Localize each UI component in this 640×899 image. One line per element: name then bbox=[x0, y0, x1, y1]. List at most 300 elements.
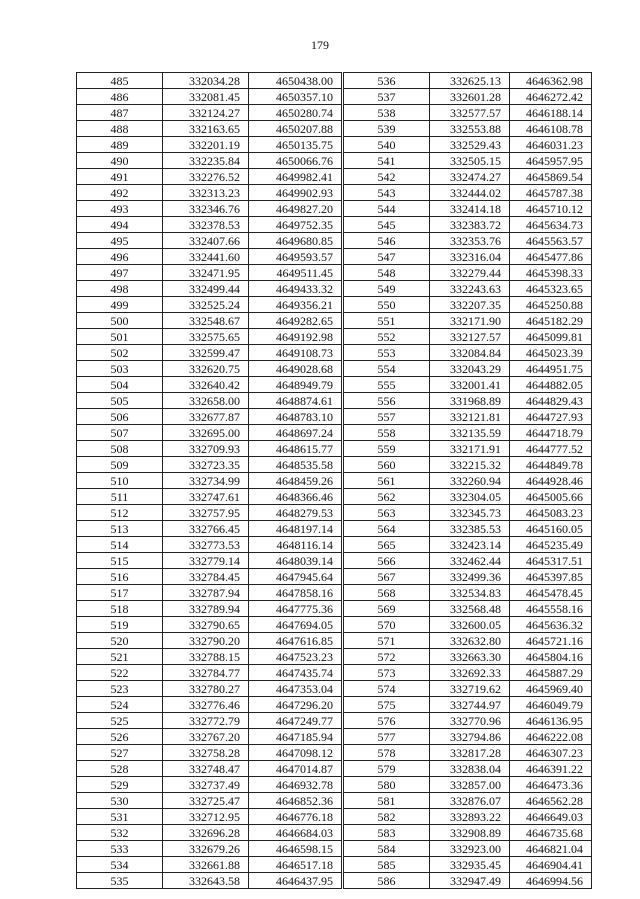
table-row bbox=[77, 729, 342, 745]
point-number-cell: 499 bbox=[77, 297, 163, 313]
point-number-cell: 500 bbox=[77, 313, 163, 329]
point-number-cell: 553 bbox=[344, 345, 430, 361]
table-row bbox=[344, 793, 592, 809]
point-number-cell: 502 bbox=[77, 345, 163, 361]
table-row bbox=[77, 393, 342, 409]
x-coordinate-cell: 332171.90 bbox=[430, 313, 510, 329]
x-coordinate-cell: 332838.04 bbox=[430, 761, 510, 777]
table-row bbox=[344, 521, 592, 537]
y-coordinate-cell: 4646562.28 bbox=[510, 793, 592, 809]
x-coordinate-cell: 332679.26 bbox=[163, 841, 249, 857]
point-number-cell: 503 bbox=[77, 361, 163, 377]
y-coordinate-cell: 4645235.49 bbox=[510, 537, 592, 553]
point-number-cell: 526 bbox=[77, 729, 163, 745]
y-coordinate-cell: 4646473.36 bbox=[510, 777, 592, 793]
table-row bbox=[77, 409, 342, 425]
table-row bbox=[344, 441, 592, 457]
y-coordinate-cell: 4645563.57 bbox=[510, 233, 592, 249]
x-coordinate-cell: 332163.65 bbox=[163, 121, 249, 137]
table-row bbox=[344, 697, 592, 713]
x-coordinate-cell: 332215.32 bbox=[430, 457, 510, 473]
x-coordinate-cell: 332779.14 bbox=[163, 553, 249, 569]
y-coordinate-cell: 4645957.95 bbox=[510, 153, 592, 169]
point-number-cell: 571 bbox=[344, 633, 430, 649]
y-coordinate-cell: 4649192.98 bbox=[249, 329, 342, 345]
point-number-cell: 552 bbox=[344, 329, 430, 345]
point-number-cell: 494 bbox=[77, 217, 163, 233]
y-coordinate-cell: 4649827.20 bbox=[249, 201, 342, 217]
x-coordinate-cell: 332548.67 bbox=[163, 313, 249, 329]
y-coordinate-cell: 4644727.93 bbox=[510, 409, 592, 425]
point-number-cell: 544 bbox=[344, 201, 430, 217]
y-coordinate-cell: 4647185.94 bbox=[249, 729, 342, 745]
x-coordinate-cell: 332346.76 bbox=[163, 201, 249, 217]
point-number-cell: 540 bbox=[344, 137, 430, 153]
x-coordinate-cell: 332696.28 bbox=[163, 825, 249, 841]
y-coordinate-cell: 4647775.36 bbox=[249, 601, 342, 617]
y-coordinate-cell: 4644951.75 bbox=[510, 361, 592, 377]
y-coordinate-cell: 4649433.32 bbox=[249, 281, 342, 297]
y-coordinate-cell: 4646932.78 bbox=[249, 777, 342, 793]
page-number: 179 bbox=[311, 38, 329, 52]
point-number-cell: 583 bbox=[344, 825, 430, 841]
table-row bbox=[344, 601, 592, 617]
y-coordinate-cell: 4645636.32 bbox=[510, 617, 592, 633]
x-coordinate-cell: 332235.84 bbox=[163, 153, 249, 169]
point-number-cell: 554 bbox=[344, 361, 430, 377]
x-coordinate-cell: 332748.47 bbox=[163, 761, 249, 777]
y-coordinate-cell: 4650066.76 bbox=[249, 153, 342, 169]
x-coordinate-cell: 332316.04 bbox=[430, 249, 510, 265]
table-row bbox=[344, 457, 592, 473]
x-coordinate-cell: 332923.00 bbox=[430, 841, 510, 857]
table-row bbox=[344, 553, 592, 569]
table-row bbox=[77, 377, 342, 393]
table-row bbox=[344, 361, 592, 377]
point-number-cell: 515 bbox=[77, 553, 163, 569]
y-coordinate-cell: 4646904.41 bbox=[510, 857, 592, 873]
table-row bbox=[77, 697, 342, 713]
table-row bbox=[344, 73, 592, 89]
table-row bbox=[77, 313, 342, 329]
point-number-cell: 578 bbox=[344, 745, 430, 761]
point-number-cell: 505 bbox=[77, 393, 163, 409]
point-number-cell: 546 bbox=[344, 233, 430, 249]
y-coordinate-cell: 4646108.78 bbox=[510, 121, 592, 137]
point-number-cell: 529 bbox=[77, 777, 163, 793]
x-coordinate-cell: 332081.45 bbox=[163, 89, 249, 105]
x-coordinate-cell: 332643.58 bbox=[163, 873, 249, 889]
x-coordinate-cell: 332345.73 bbox=[430, 505, 510, 521]
x-coordinate-cell: 332789.94 bbox=[163, 601, 249, 617]
table-row bbox=[344, 649, 592, 665]
y-coordinate-cell: 4647249.77 bbox=[249, 713, 342, 729]
y-coordinate-cell: 4645969.40 bbox=[510, 681, 592, 697]
point-number-cell: 492 bbox=[77, 185, 163, 201]
y-coordinate-cell: 4648116.14 bbox=[249, 537, 342, 553]
table-row bbox=[77, 873, 342, 889]
table-row bbox=[77, 473, 342, 489]
table-row bbox=[77, 553, 342, 569]
table-row bbox=[77, 521, 342, 537]
table-row bbox=[77, 617, 342, 633]
table-row bbox=[344, 713, 592, 729]
x-coordinate-cell: 332575.65 bbox=[163, 329, 249, 345]
x-coordinate-cell: 332908.89 bbox=[430, 825, 510, 841]
point-number-cell: 512 bbox=[77, 505, 163, 521]
y-coordinate-cell: 4645005.66 bbox=[510, 489, 592, 505]
table-row bbox=[344, 809, 592, 825]
point-number-cell: 517 bbox=[77, 585, 163, 601]
table-row bbox=[77, 713, 342, 729]
y-coordinate-cell: 4646852.36 bbox=[249, 793, 342, 809]
y-coordinate-cell: 4645398.33 bbox=[510, 265, 592, 281]
point-number-cell: 498 bbox=[77, 281, 163, 297]
table-row bbox=[77, 153, 342, 169]
point-number-cell: 551 bbox=[344, 313, 430, 329]
point-number-cell: 514 bbox=[77, 537, 163, 553]
x-coordinate-cell: 332276.52 bbox=[163, 169, 249, 185]
y-coordinate-cell: 4646272.42 bbox=[510, 89, 592, 105]
point-number-cell: 548 bbox=[344, 265, 430, 281]
x-coordinate-cell: 332725.47 bbox=[163, 793, 249, 809]
x-coordinate-cell: 332414.18 bbox=[430, 201, 510, 217]
table-row bbox=[344, 121, 592, 137]
y-coordinate-cell: 4649902.93 bbox=[249, 185, 342, 201]
y-coordinate-cell: 4645397.85 bbox=[510, 569, 592, 585]
x-coordinate-cell: 332935.45 bbox=[430, 857, 510, 873]
table-row bbox=[344, 585, 592, 601]
table-row bbox=[77, 569, 342, 585]
table-row bbox=[344, 569, 592, 585]
x-coordinate-cell: 332640.42 bbox=[163, 377, 249, 393]
point-number-cell: 522 bbox=[77, 665, 163, 681]
y-coordinate-cell: 4649282.65 bbox=[249, 313, 342, 329]
table-row bbox=[344, 217, 592, 233]
point-number-cell: 565 bbox=[344, 537, 430, 553]
point-number-cell: 539 bbox=[344, 121, 430, 137]
y-coordinate-cell: 4647296.20 bbox=[249, 697, 342, 713]
point-number-cell: 577 bbox=[344, 729, 430, 745]
table-row bbox=[344, 153, 592, 169]
y-coordinate-cell: 4644849.78 bbox=[510, 457, 592, 473]
y-coordinate-cell: 4644928.46 bbox=[510, 473, 592, 489]
y-coordinate-cell: 4649752.35 bbox=[249, 217, 342, 233]
x-coordinate-cell: 332207.35 bbox=[430, 297, 510, 313]
table-row bbox=[344, 89, 592, 105]
x-coordinate-cell: 332260.94 bbox=[430, 473, 510, 489]
table-row bbox=[344, 137, 592, 153]
x-coordinate-cell: 332788.15 bbox=[163, 649, 249, 665]
x-coordinate-cell: 332553.88 bbox=[430, 121, 510, 137]
table-row bbox=[344, 617, 592, 633]
y-coordinate-cell: 4647435.74 bbox=[249, 665, 342, 681]
y-coordinate-cell: 4647353.04 bbox=[249, 681, 342, 697]
y-coordinate-cell: 4648197.14 bbox=[249, 521, 342, 537]
point-number-cell: 570 bbox=[344, 617, 430, 633]
table-row bbox=[77, 233, 342, 249]
x-coordinate-cell: 332719.62 bbox=[430, 681, 510, 697]
point-number-cell: 519 bbox=[77, 617, 163, 633]
table-row bbox=[77, 425, 342, 441]
y-coordinate-cell: 4645477.86 bbox=[510, 249, 592, 265]
y-coordinate-cell: 4645250.88 bbox=[510, 297, 592, 313]
table-row bbox=[344, 745, 592, 761]
point-number-cell: 566 bbox=[344, 553, 430, 569]
table-row bbox=[77, 825, 342, 841]
point-number-cell: 485 bbox=[77, 73, 163, 89]
table-row bbox=[344, 377, 592, 393]
y-coordinate-cell: 4647523.23 bbox=[249, 649, 342, 665]
table-row bbox=[77, 665, 342, 681]
point-number-cell: 509 bbox=[77, 457, 163, 473]
point-number-cell: 486 bbox=[77, 89, 163, 105]
point-number-cell: 513 bbox=[77, 521, 163, 537]
y-coordinate-cell: 4646649.03 bbox=[510, 809, 592, 825]
point-number-cell: 584 bbox=[344, 841, 430, 857]
table-row bbox=[77, 361, 342, 377]
table-row bbox=[77, 681, 342, 697]
x-coordinate-cell: 332787.94 bbox=[163, 585, 249, 601]
y-coordinate-cell: 4645634.73 bbox=[510, 217, 592, 233]
y-coordinate-cell: 4648535.58 bbox=[249, 457, 342, 473]
x-coordinate-cell: 332744.97 bbox=[430, 697, 510, 713]
table-row bbox=[77, 601, 342, 617]
point-number-cell: 572 bbox=[344, 649, 430, 665]
table-row bbox=[344, 313, 592, 329]
table-row bbox=[344, 281, 592, 297]
point-number-cell: 533 bbox=[77, 841, 163, 857]
y-coordinate-cell: 4646598.15 bbox=[249, 841, 342, 857]
y-coordinate-cell: 4646735.68 bbox=[510, 825, 592, 841]
table-row bbox=[344, 633, 592, 649]
point-number-cell: 491 bbox=[77, 169, 163, 185]
x-coordinate-cell: 332661.88 bbox=[163, 857, 249, 873]
y-coordinate-cell: 4644882.05 bbox=[510, 377, 592, 393]
x-coordinate-cell: 332034.28 bbox=[163, 73, 249, 89]
table-row bbox=[77, 489, 342, 505]
table-row bbox=[344, 233, 592, 249]
x-coordinate-cell: 332632.80 bbox=[430, 633, 510, 649]
point-number-cell: 567 bbox=[344, 569, 430, 585]
x-coordinate-cell: 332747.61 bbox=[163, 489, 249, 505]
point-number-cell: 579 bbox=[344, 761, 430, 777]
point-number-cell: 525 bbox=[77, 713, 163, 729]
y-coordinate-cell: 4647616.85 bbox=[249, 633, 342, 649]
y-coordinate-cell: 4648874.61 bbox=[249, 393, 342, 409]
table-row bbox=[77, 857, 342, 873]
point-number-cell: 487 bbox=[77, 105, 163, 121]
y-coordinate-cell: 4646031.23 bbox=[510, 137, 592, 153]
table-row bbox=[344, 425, 592, 441]
point-number-cell: 559 bbox=[344, 441, 430, 457]
y-coordinate-cell: 4650135.75 bbox=[249, 137, 342, 153]
y-coordinate-cell: 4649356.21 bbox=[249, 297, 342, 313]
table-row bbox=[77, 297, 342, 313]
y-coordinate-cell: 4644777.52 bbox=[510, 441, 592, 457]
table-row bbox=[344, 105, 592, 121]
point-number-cell: 527 bbox=[77, 745, 163, 761]
point-number-cell: 489 bbox=[77, 137, 163, 153]
table-row bbox=[77, 457, 342, 473]
point-number-cell: 582 bbox=[344, 809, 430, 825]
x-coordinate-cell: 332773.53 bbox=[163, 537, 249, 553]
x-coordinate-cell: 332757.95 bbox=[163, 505, 249, 521]
x-coordinate-cell: 332243.63 bbox=[430, 281, 510, 297]
table-row bbox=[344, 169, 592, 185]
x-coordinate-cell: 332407.66 bbox=[163, 233, 249, 249]
point-number-cell: 508 bbox=[77, 441, 163, 457]
point-number-cell: 507 bbox=[77, 425, 163, 441]
table-row bbox=[77, 249, 342, 265]
y-coordinate-cell: 4645887.29 bbox=[510, 665, 592, 681]
point-number-cell: 496 bbox=[77, 249, 163, 265]
x-coordinate-cell: 332001.41 bbox=[430, 377, 510, 393]
x-coordinate-cell: 332601.28 bbox=[430, 89, 510, 105]
table-row bbox=[77, 777, 342, 793]
table-row bbox=[344, 537, 592, 553]
table-row bbox=[344, 249, 592, 265]
x-coordinate-cell: 332043.29 bbox=[430, 361, 510, 377]
point-number-cell: 524 bbox=[77, 697, 163, 713]
table-row bbox=[77, 345, 342, 361]
x-coordinate-cell: 332766.45 bbox=[163, 521, 249, 537]
point-number-cell: 537 bbox=[344, 89, 430, 105]
y-coordinate-cell: 4650207.88 bbox=[249, 121, 342, 137]
point-number-cell: 511 bbox=[77, 489, 163, 505]
y-coordinate-cell: 4649108.73 bbox=[249, 345, 342, 361]
x-coordinate-cell: 332709.93 bbox=[163, 441, 249, 457]
point-number-cell: 568 bbox=[344, 585, 430, 601]
table-row bbox=[77, 633, 342, 649]
y-coordinate-cell: 4648783.10 bbox=[249, 409, 342, 425]
point-number-cell: 563 bbox=[344, 505, 430, 521]
coordinate-table-left bbox=[76, 72, 342, 889]
y-coordinate-cell: 4645869.54 bbox=[510, 169, 592, 185]
x-coordinate-cell: 332784.77 bbox=[163, 665, 249, 681]
table-row bbox=[344, 473, 592, 489]
x-coordinate-cell: 332776.46 bbox=[163, 697, 249, 713]
table-row bbox=[77, 505, 342, 521]
table-row bbox=[77, 585, 342, 601]
point-number-cell: 534 bbox=[77, 857, 163, 873]
y-coordinate-cell: 4646517.18 bbox=[249, 857, 342, 873]
table-row bbox=[77, 281, 342, 297]
point-number-cell: 575 bbox=[344, 697, 430, 713]
table-row bbox=[344, 505, 592, 521]
y-coordinate-cell: 4645478.45 bbox=[510, 585, 592, 601]
table-row bbox=[344, 345, 592, 361]
table-row bbox=[77, 761, 342, 777]
x-coordinate-cell: 332084.84 bbox=[430, 345, 510, 361]
point-number-cell: 501 bbox=[77, 329, 163, 345]
table-row bbox=[344, 729, 592, 745]
table-row bbox=[344, 329, 592, 345]
point-number-cell: 528 bbox=[77, 761, 163, 777]
table-row bbox=[77, 809, 342, 825]
y-coordinate-cell: 4650280.74 bbox=[249, 105, 342, 121]
point-number-cell: 560 bbox=[344, 457, 430, 473]
y-coordinate-cell: 4645323.65 bbox=[510, 281, 592, 297]
y-coordinate-cell: 4649028.68 bbox=[249, 361, 342, 377]
x-coordinate-cell: 332423.14 bbox=[430, 537, 510, 553]
table-row bbox=[344, 393, 592, 409]
x-coordinate-cell: 332171.91 bbox=[430, 441, 510, 457]
table-row bbox=[344, 777, 592, 793]
x-coordinate-cell: 332620.75 bbox=[163, 361, 249, 377]
x-coordinate-cell: 332692.33 bbox=[430, 665, 510, 681]
y-coordinate-cell: 4646222.08 bbox=[510, 729, 592, 745]
point-number-cell: 574 bbox=[344, 681, 430, 697]
table-row bbox=[77, 745, 342, 761]
x-coordinate-cell: 332313.23 bbox=[163, 185, 249, 201]
point-number-cell: 497 bbox=[77, 265, 163, 281]
x-coordinate-cell: 332529.43 bbox=[430, 137, 510, 153]
table-row bbox=[344, 665, 592, 681]
table-row bbox=[344, 825, 592, 841]
table-row bbox=[77, 841, 342, 857]
point-number-cell: 557 bbox=[344, 409, 430, 425]
x-coordinate-cell: 332462.44 bbox=[430, 553, 510, 569]
point-number-cell: 530 bbox=[77, 793, 163, 809]
x-coordinate-cell: 332599.47 bbox=[163, 345, 249, 361]
y-coordinate-cell: 4645317.51 bbox=[510, 553, 592, 569]
y-coordinate-cell: 4645804.16 bbox=[510, 649, 592, 665]
x-coordinate-cell: 332600.05 bbox=[430, 617, 510, 633]
y-coordinate-cell: 4647858.16 bbox=[249, 585, 342, 601]
y-coordinate-cell: 4648949.79 bbox=[249, 377, 342, 393]
point-number-cell: 569 bbox=[344, 601, 430, 617]
point-number-cell: 573 bbox=[344, 665, 430, 681]
point-number-cell: 536 bbox=[344, 73, 430, 89]
x-coordinate-cell: 332663.30 bbox=[430, 649, 510, 665]
y-coordinate-cell: 4648615.77 bbox=[249, 441, 342, 457]
point-number-cell: 532 bbox=[77, 825, 163, 841]
x-coordinate-cell: 331968.89 bbox=[430, 393, 510, 409]
y-coordinate-cell: 4645710.12 bbox=[510, 201, 592, 217]
x-coordinate-cell: 332534.83 bbox=[430, 585, 510, 601]
x-coordinate-cell: 332474.27 bbox=[430, 169, 510, 185]
y-coordinate-cell: 4648366.46 bbox=[249, 489, 342, 505]
y-coordinate-cell: 4646684.03 bbox=[249, 825, 342, 841]
point-number-cell: 550 bbox=[344, 297, 430, 313]
point-number-cell: 518 bbox=[77, 601, 163, 617]
y-coordinate-cell: 4646049.79 bbox=[510, 697, 592, 713]
x-coordinate-cell: 332441.60 bbox=[163, 249, 249, 265]
table-row bbox=[344, 857, 592, 873]
table-row bbox=[77, 89, 342, 105]
x-coordinate-cell: 332737.49 bbox=[163, 777, 249, 793]
table-row bbox=[344, 409, 592, 425]
x-coordinate-cell: 332817.28 bbox=[430, 745, 510, 761]
point-number-cell: 562 bbox=[344, 489, 430, 505]
point-number-cell: 521 bbox=[77, 649, 163, 665]
table-row bbox=[77, 441, 342, 457]
table-row bbox=[344, 681, 592, 697]
point-number-cell: 531 bbox=[77, 809, 163, 825]
y-coordinate-cell: 4647694.05 bbox=[249, 617, 342, 633]
y-coordinate-cell: 4647014.87 bbox=[249, 761, 342, 777]
point-number-cell: 581 bbox=[344, 793, 430, 809]
x-coordinate-cell: 332767.20 bbox=[163, 729, 249, 745]
table-row bbox=[77, 73, 342, 89]
x-coordinate-cell: 332712.95 bbox=[163, 809, 249, 825]
x-coordinate-cell: 332577.57 bbox=[430, 105, 510, 121]
point-number-cell: 564 bbox=[344, 521, 430, 537]
y-coordinate-cell: 4650438.00 bbox=[249, 73, 342, 89]
x-coordinate-cell: 332353.76 bbox=[430, 233, 510, 249]
y-coordinate-cell: 4646391.22 bbox=[510, 761, 592, 777]
